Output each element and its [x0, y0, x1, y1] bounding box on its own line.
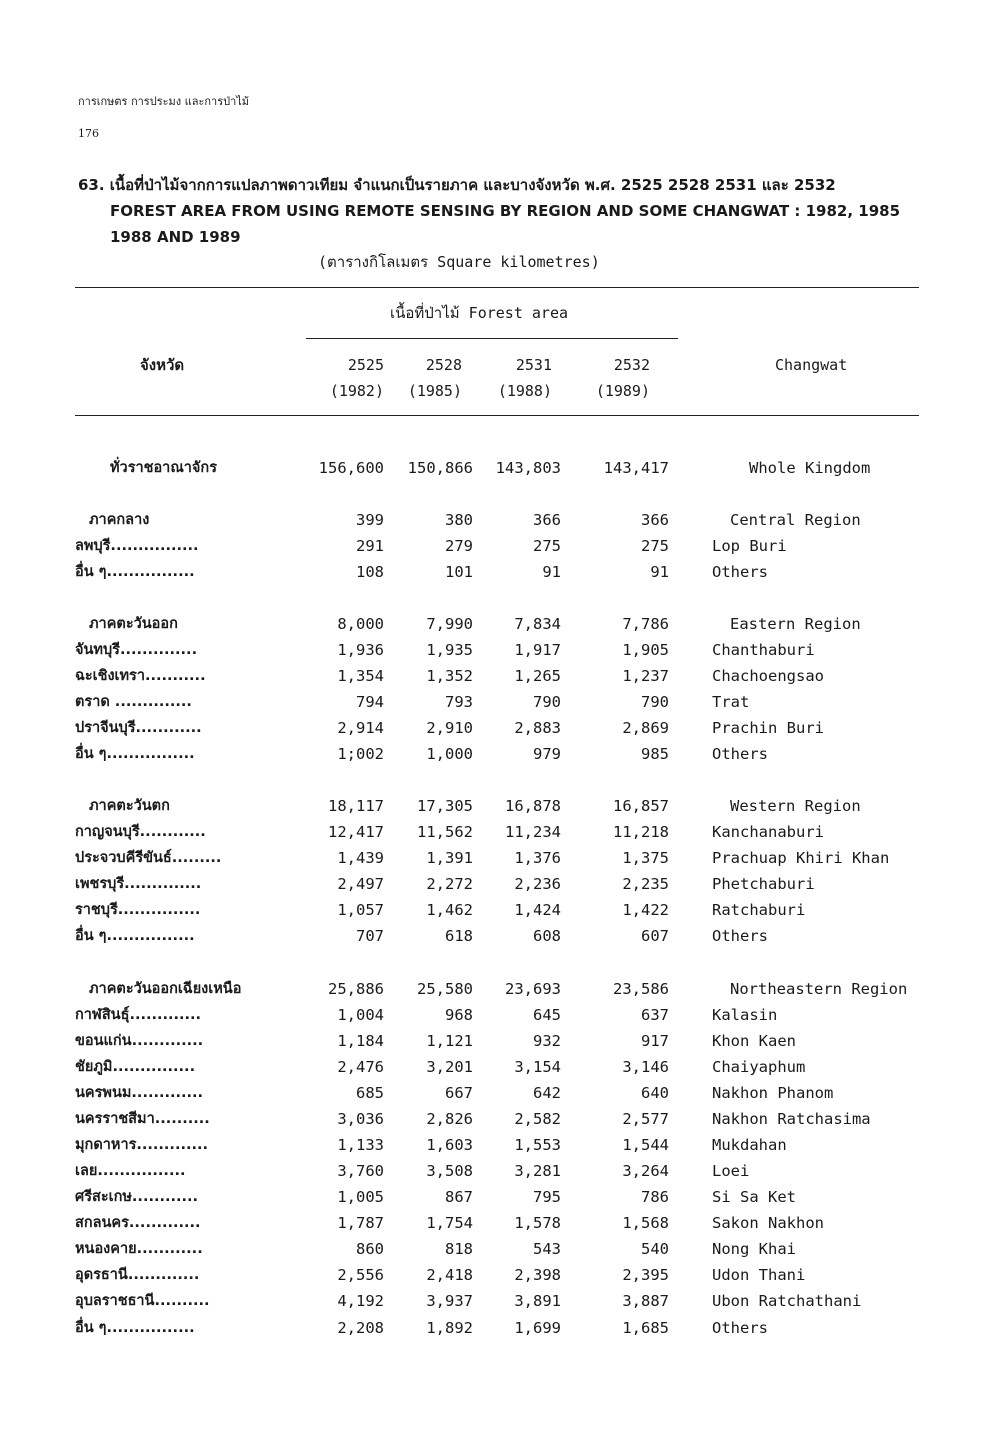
- changwat-english-cell: Others: [712, 745, 768, 763]
- forest-area-value: 1,375: [622, 849, 669, 867]
- changwat-english-cell: Western Region: [730, 797, 861, 815]
- forest-area-value: 786: [641, 1188, 669, 1206]
- table-row: [0, 559, 990, 585]
- forest-area-value: 860: [356, 1240, 384, 1258]
- forest-area-value: 1,754: [426, 1214, 473, 1232]
- changwat-english-cell: Northeastern Region: [730, 980, 908, 998]
- forest-area-value: 380: [445, 511, 473, 529]
- forest-area-value: 12,417: [328, 823, 384, 841]
- forest-area-value: 7,834: [514, 615, 561, 633]
- table-row: [0, 1106, 990, 1132]
- forest-area-value: 979: [533, 745, 561, 763]
- forest-area-value: 1,424: [514, 901, 561, 919]
- forest-area-value: 2,398: [514, 1266, 561, 1284]
- changwat-english-cell: Others: [712, 563, 768, 581]
- forest-area-value: 1,354: [337, 667, 384, 685]
- forest-area-value: 1,004: [337, 1006, 384, 1024]
- table-row: [0, 1158, 990, 1184]
- changwat-english-cell: Prachin Buri: [712, 719, 824, 737]
- forest-area-value: 2,476: [337, 1058, 384, 1076]
- table-row: [0, 533, 990, 559]
- forest-area-value: 143,417: [603, 459, 669, 477]
- forest-area-value: 607: [641, 927, 669, 945]
- table-row: [0, 741, 990, 767]
- forest-area-value: 1,005: [337, 1188, 384, 1206]
- changwat-english-cell: Loei: [712, 1162, 750, 1180]
- changwat-thai-cell: ภาคกลาง: [89, 512, 150, 528]
- changwat-thai-cell: กาฬสินธุ์.............: [75, 1007, 202, 1023]
- forest-area-value: 3,760: [337, 1162, 384, 1180]
- top-rule: [75, 287, 919, 288]
- table-title-english: FOREST AREA FROM USING REMOTE SENSING BY REGION AND SOME CHANGWAT : 1982, 1985: [110, 202, 901, 220]
- forest-area-underline: [306, 338, 678, 339]
- forest-area-value: 2,910: [426, 719, 473, 737]
- changwat-thai-cell: นครพนม.............: [75, 1085, 204, 1101]
- changwat-english-cell: Ratchaburi: [712, 901, 806, 919]
- region-row: [0, 507, 990, 533]
- changwat-thai-cell: ภาคตะวันออก: [89, 616, 178, 632]
- table-title-thai: 63. เนื้อที่ป่าไม้จากการแปลภาพดาวเทียม จำแนกเป็นรายภาค และบางจังหวัด พ.ศ. 2525 2528 2531 และ 2532: [78, 176, 836, 194]
- forest-area-value: 3,281: [514, 1162, 561, 1180]
- changwat-thai-cell: นครราชสีมา..........: [75, 1111, 210, 1127]
- forest-area-value: 2,272: [426, 875, 473, 893]
- forest-area-value: 2,577: [622, 1110, 669, 1128]
- forest-area-value: 150,866: [407, 459, 473, 477]
- forest-area-value: 1,121: [426, 1032, 473, 1050]
- changwat-thai-cell: มุกดาหาร.............: [75, 1137, 208, 1153]
- forest-area-value: 23,586: [613, 980, 669, 998]
- region-row: [0, 611, 990, 637]
- forest-area-value: 793: [445, 693, 473, 711]
- table-row: [0, 1288, 990, 1314]
- forest-area-value: 399: [356, 511, 384, 529]
- table-title: [78, 172, 900, 250]
- forest-area-value: 25,580: [417, 980, 473, 998]
- forest-area-value: 143,803: [495, 459, 561, 477]
- year-header-4: [560, 352, 650, 404]
- forest-area-value: 1,917: [514, 641, 561, 659]
- table-row: [0, 689, 990, 715]
- forest-area-value: 2,883: [514, 719, 561, 737]
- forest-area-value: 291: [356, 537, 384, 555]
- changwat-thai-cell: หนองคาย............: [75, 1241, 203, 1257]
- forest-area-value: 1,352: [426, 667, 473, 685]
- forest-area-value: 23,693: [505, 980, 561, 998]
- table-row: [0, 1315, 990, 1341]
- forest-area-value: 932: [533, 1032, 561, 1050]
- forest-area-value: 101: [445, 563, 473, 581]
- changwat-english-cell: Kalasin: [712, 1006, 778, 1024]
- changwat-english-cell: Chanthaburi: [712, 641, 815, 659]
- changwat-english-cell: Sakon Nakhon: [712, 1214, 824, 1232]
- changwat-english-cell: Nakhon Phanom: [712, 1084, 834, 1102]
- changwat-english-cell: Lop Buri: [712, 537, 787, 555]
- forest-area-value: 640: [641, 1084, 669, 1102]
- forest-area-value: 867: [445, 1188, 473, 1206]
- forest-area-value: 108: [356, 563, 384, 581]
- forest-area-value: 543: [533, 1240, 561, 1258]
- changwat-thai-cell: ภาคตะวันออกเฉียงเหนือ: [89, 981, 242, 997]
- forest-area-value: 25,886: [328, 980, 384, 998]
- forest-area-value: 3,146: [622, 1058, 669, 1076]
- forest-area-value: 3,154: [514, 1058, 561, 1076]
- forest-area-value: 3,264: [622, 1162, 669, 1180]
- unit-label: (ตารางกิโลเมตร Square kilometres): [318, 253, 600, 271]
- forest-area-value: 2,395: [622, 1266, 669, 1284]
- forest-area-value: 1,544: [622, 1136, 669, 1154]
- forest-area-value: 2,869: [622, 719, 669, 737]
- forest-area-value: 18,117: [328, 797, 384, 815]
- changwat-english-cell: Others: [712, 927, 768, 945]
- forest-area-value: 366: [533, 511, 561, 529]
- changwat-english-cell: Central Region: [730, 511, 861, 529]
- year-header-1: [294, 352, 384, 404]
- changwat-thai-cell: เพชรบุรี..............: [75, 876, 202, 892]
- forest-area-value: 667: [445, 1084, 473, 1102]
- forest-area-value: 618: [445, 927, 473, 945]
- forest-area-value: 1,905: [622, 641, 669, 659]
- forest-area-value: 2,556: [337, 1266, 384, 1284]
- forest-area-value: 707: [356, 927, 384, 945]
- forest-area-value: 366: [641, 511, 669, 529]
- forest-area-value: 11,234: [505, 823, 561, 841]
- forest-area-value: 795: [533, 1188, 561, 1206]
- forest-area-value: 275: [641, 537, 669, 555]
- forest-area-value: 11,562: [417, 823, 473, 841]
- year-ce-3: (1988): [497, 382, 552, 400]
- forest-area-value: 3,201: [426, 1058, 473, 1076]
- forest-area-value: 2,914: [337, 719, 384, 737]
- forest-area-value: 2,418: [426, 1266, 473, 1284]
- changwat-thai-cell: อื่น ๆ................: [75, 1320, 195, 1336]
- year-ce-2: (1985): [407, 382, 462, 400]
- forest-area-header: เนื้อที่ป่าไม้ Forest area: [390, 304, 569, 322]
- changwat-english-cell: Khon Kaen: [712, 1032, 796, 1050]
- forest-area-value: 3,508: [426, 1162, 473, 1180]
- forest-area-value: 985: [641, 745, 669, 763]
- region-row: [0, 793, 990, 819]
- changwat-english-cell: Phetchaburi: [712, 875, 815, 893]
- changwat-thai-cell: ปราจีนบุรี............: [75, 720, 202, 736]
- changwat-english-cell: Others: [712, 1319, 768, 1337]
- forest-area-value: 8,000: [337, 615, 384, 633]
- year-ce-4: (1989): [595, 382, 650, 400]
- forest-area-value: 2,582: [514, 1110, 561, 1128]
- forest-area-value: 1,936: [337, 641, 384, 659]
- table-row: [0, 897, 990, 923]
- forest-area-value: 1,787: [337, 1214, 384, 1232]
- forest-area-value: 156,600: [318, 459, 384, 477]
- changwat-english-cell: Chachoengsao: [712, 667, 824, 685]
- forest-area-value: 1,184: [337, 1032, 384, 1050]
- changwat-english-cell: Nakhon Ratchasima: [712, 1110, 871, 1128]
- total-row: [0, 455, 990, 481]
- forest-area-value: 1,133: [337, 1136, 384, 1154]
- forest-area-value: 7,786: [622, 615, 669, 633]
- table-row: [0, 923, 990, 949]
- changwat-english-cell: Kanchanaburi: [712, 823, 824, 841]
- changwat-thai-cell: จันทบุรี..............: [75, 642, 198, 658]
- table-row: [0, 1184, 990, 1210]
- table-row: [0, 1002, 990, 1028]
- forest-area-value: 2,497: [337, 875, 384, 893]
- table-row: [0, 715, 990, 741]
- forest-area-value: 1,578: [514, 1214, 561, 1232]
- changwat-thai-cell: กาญจนบุรี............: [75, 824, 206, 840]
- table-row: [0, 871, 990, 897]
- table-title-english-cont: 1988 AND 1989: [110, 228, 241, 246]
- year-header-3: [462, 352, 552, 404]
- table-row: [0, 845, 990, 871]
- forest-area-value: 540: [641, 1240, 669, 1258]
- changwat-thai-cell: ศรีสะเกษ............: [75, 1189, 199, 1205]
- changwat-thai-cell: ภาคตะวันตก: [89, 798, 170, 814]
- forest-area-value: 3,937: [426, 1292, 473, 1310]
- changwat-english-cell: Mukdahan: [712, 1136, 787, 1154]
- year-be-3: 2531: [515, 356, 552, 374]
- forest-area-value: 1,439: [337, 849, 384, 867]
- changwat-english-cell: Trat: [712, 693, 750, 711]
- year-be-2: 2528: [425, 356, 462, 374]
- forest-area-value: 91: [542, 563, 561, 581]
- forest-area-value: 16,878: [505, 797, 561, 815]
- forest-area-value: 4,192: [337, 1292, 384, 1310]
- changwat-english-cell: Si Sa Ket: [712, 1188, 796, 1206]
- changwat-thai-cell: อุดรธานี.............: [75, 1267, 200, 1283]
- table-row: [0, 1262, 990, 1288]
- table-row: [0, 663, 990, 689]
- forest-area-value: 91: [650, 563, 669, 581]
- forest-area-value: 3,891: [514, 1292, 561, 1310]
- forest-area-value: 16,857: [613, 797, 669, 815]
- changwat-english-cell: Nong Khai: [712, 1240, 796, 1258]
- forest-area-value: 794: [356, 693, 384, 711]
- forest-area-value: 279: [445, 537, 473, 555]
- forest-area-value: 608: [533, 927, 561, 945]
- changwat-thai-cell: ตราด ..............: [75, 694, 192, 710]
- forest-area-value: 3,036: [337, 1110, 384, 1128]
- changwat-thai-cell: ประจวบคีรีขันธ์.........: [75, 850, 222, 866]
- forest-area-value: 790: [641, 693, 669, 711]
- forest-area-value: 1,265: [514, 667, 561, 685]
- running-head: การเกษตร การประมง และการป่าไม้: [78, 95, 250, 108]
- changwat-thai-cell: สกลนคร.............: [75, 1215, 201, 1231]
- forest-area-value: 1,462: [426, 901, 473, 919]
- table-row: [0, 1236, 990, 1262]
- forest-area-value: 275: [533, 537, 561, 555]
- forest-area-value: 1,422: [622, 901, 669, 919]
- table-row: [0, 1028, 990, 1054]
- forest-area-value: 968: [445, 1006, 473, 1024]
- forest-area-value: 1,603: [426, 1136, 473, 1154]
- forest-area-value: 1,685: [622, 1319, 669, 1337]
- year-be-4: 2532: [613, 356, 650, 374]
- forest-area-value: 17,305: [417, 797, 473, 815]
- forest-area-value: 637: [641, 1006, 669, 1024]
- changwat-thai-cell: ชัยภูมิ...............: [75, 1059, 196, 1075]
- header-bottom-rule: [75, 415, 919, 416]
- forest-area-value: 645: [533, 1006, 561, 1024]
- forest-area-value: 1,935: [426, 641, 473, 659]
- changwat-thai-cell: ขอนแก่น.............: [75, 1033, 204, 1049]
- changwat-english-header: Changwat: [775, 356, 848, 374]
- changwat-english-cell: Whole Kingdom: [749, 459, 871, 477]
- changwat-thai-cell: ฉะเชิงเทรา...........: [75, 668, 206, 684]
- forest-area-value: 2,235: [622, 875, 669, 893]
- year-ce-1: (1982): [329, 382, 384, 400]
- region-row: [0, 976, 990, 1002]
- table-row: [0, 1210, 990, 1236]
- forest-area-value: 7,990: [426, 615, 473, 633]
- forest-area-value: 2,208: [337, 1319, 384, 1337]
- changwat-thai-header: จังหวัด: [140, 356, 185, 374]
- changwat-thai-cell: ราชบุรี...............: [75, 902, 201, 918]
- forest-area-value: 1,000: [426, 745, 473, 763]
- forest-area-value: 1,699: [514, 1319, 561, 1337]
- forest-area-value: 11,218: [613, 823, 669, 841]
- table-row: [0, 1054, 990, 1080]
- forest-area-value: 917: [641, 1032, 669, 1050]
- forest-area-value: 2,236: [514, 875, 561, 893]
- forest-area-value: 1,553: [514, 1136, 561, 1154]
- forest-area-value: 818: [445, 1240, 473, 1258]
- forest-area-value: 1,568: [622, 1214, 669, 1232]
- changwat-english-cell: Prachuap Khiri Khan: [712, 849, 890, 867]
- page-number: 176: [78, 127, 99, 140]
- forest-area-value: 1,391: [426, 849, 473, 867]
- changwat-english-cell: Eastern Region: [730, 615, 861, 633]
- table-row: [0, 819, 990, 845]
- forest-area-value: 1,237: [622, 667, 669, 685]
- changwat-thai-cell: อื่น ๆ................: [75, 746, 195, 762]
- forest-area-value: 3,887: [622, 1292, 669, 1310]
- table-row: [0, 637, 990, 663]
- changwat-thai-cell: อุบลราชธานี..........: [75, 1293, 210, 1309]
- forest-area-value: 1;002: [337, 745, 384, 763]
- year-be-1: 2525: [347, 356, 384, 374]
- table-row: [0, 1132, 990, 1158]
- changwat-thai-cell: อื่น ๆ................: [75, 564, 195, 580]
- forest-area-value: 1,892: [426, 1319, 473, 1337]
- changwat-thai-cell: ทั่วราชอาณาจักร: [110, 460, 217, 476]
- changwat-thai-cell: เลย................: [75, 1163, 186, 1179]
- year-header-2: [372, 352, 462, 404]
- table-row: [0, 1080, 990, 1106]
- forest-area-value: 1,057: [337, 901, 384, 919]
- changwat-thai-cell: ลพบุรี................: [75, 538, 199, 554]
- forest-area-value: 2,826: [426, 1110, 473, 1128]
- changwat-english-cell: Ubon Ratchathani: [712, 1292, 862, 1310]
- forest-area-value: 1,376: [514, 849, 561, 867]
- changwat-english-cell: Udon Thani: [712, 1266, 806, 1284]
- forest-area-value: 685: [356, 1084, 384, 1102]
- changwat-english-cell: Chaiyaphum: [712, 1058, 806, 1076]
- forest-area-value: 790: [533, 693, 561, 711]
- forest-area-value: 642: [533, 1084, 561, 1102]
- changwat-thai-cell: อื่น ๆ................: [75, 928, 195, 944]
